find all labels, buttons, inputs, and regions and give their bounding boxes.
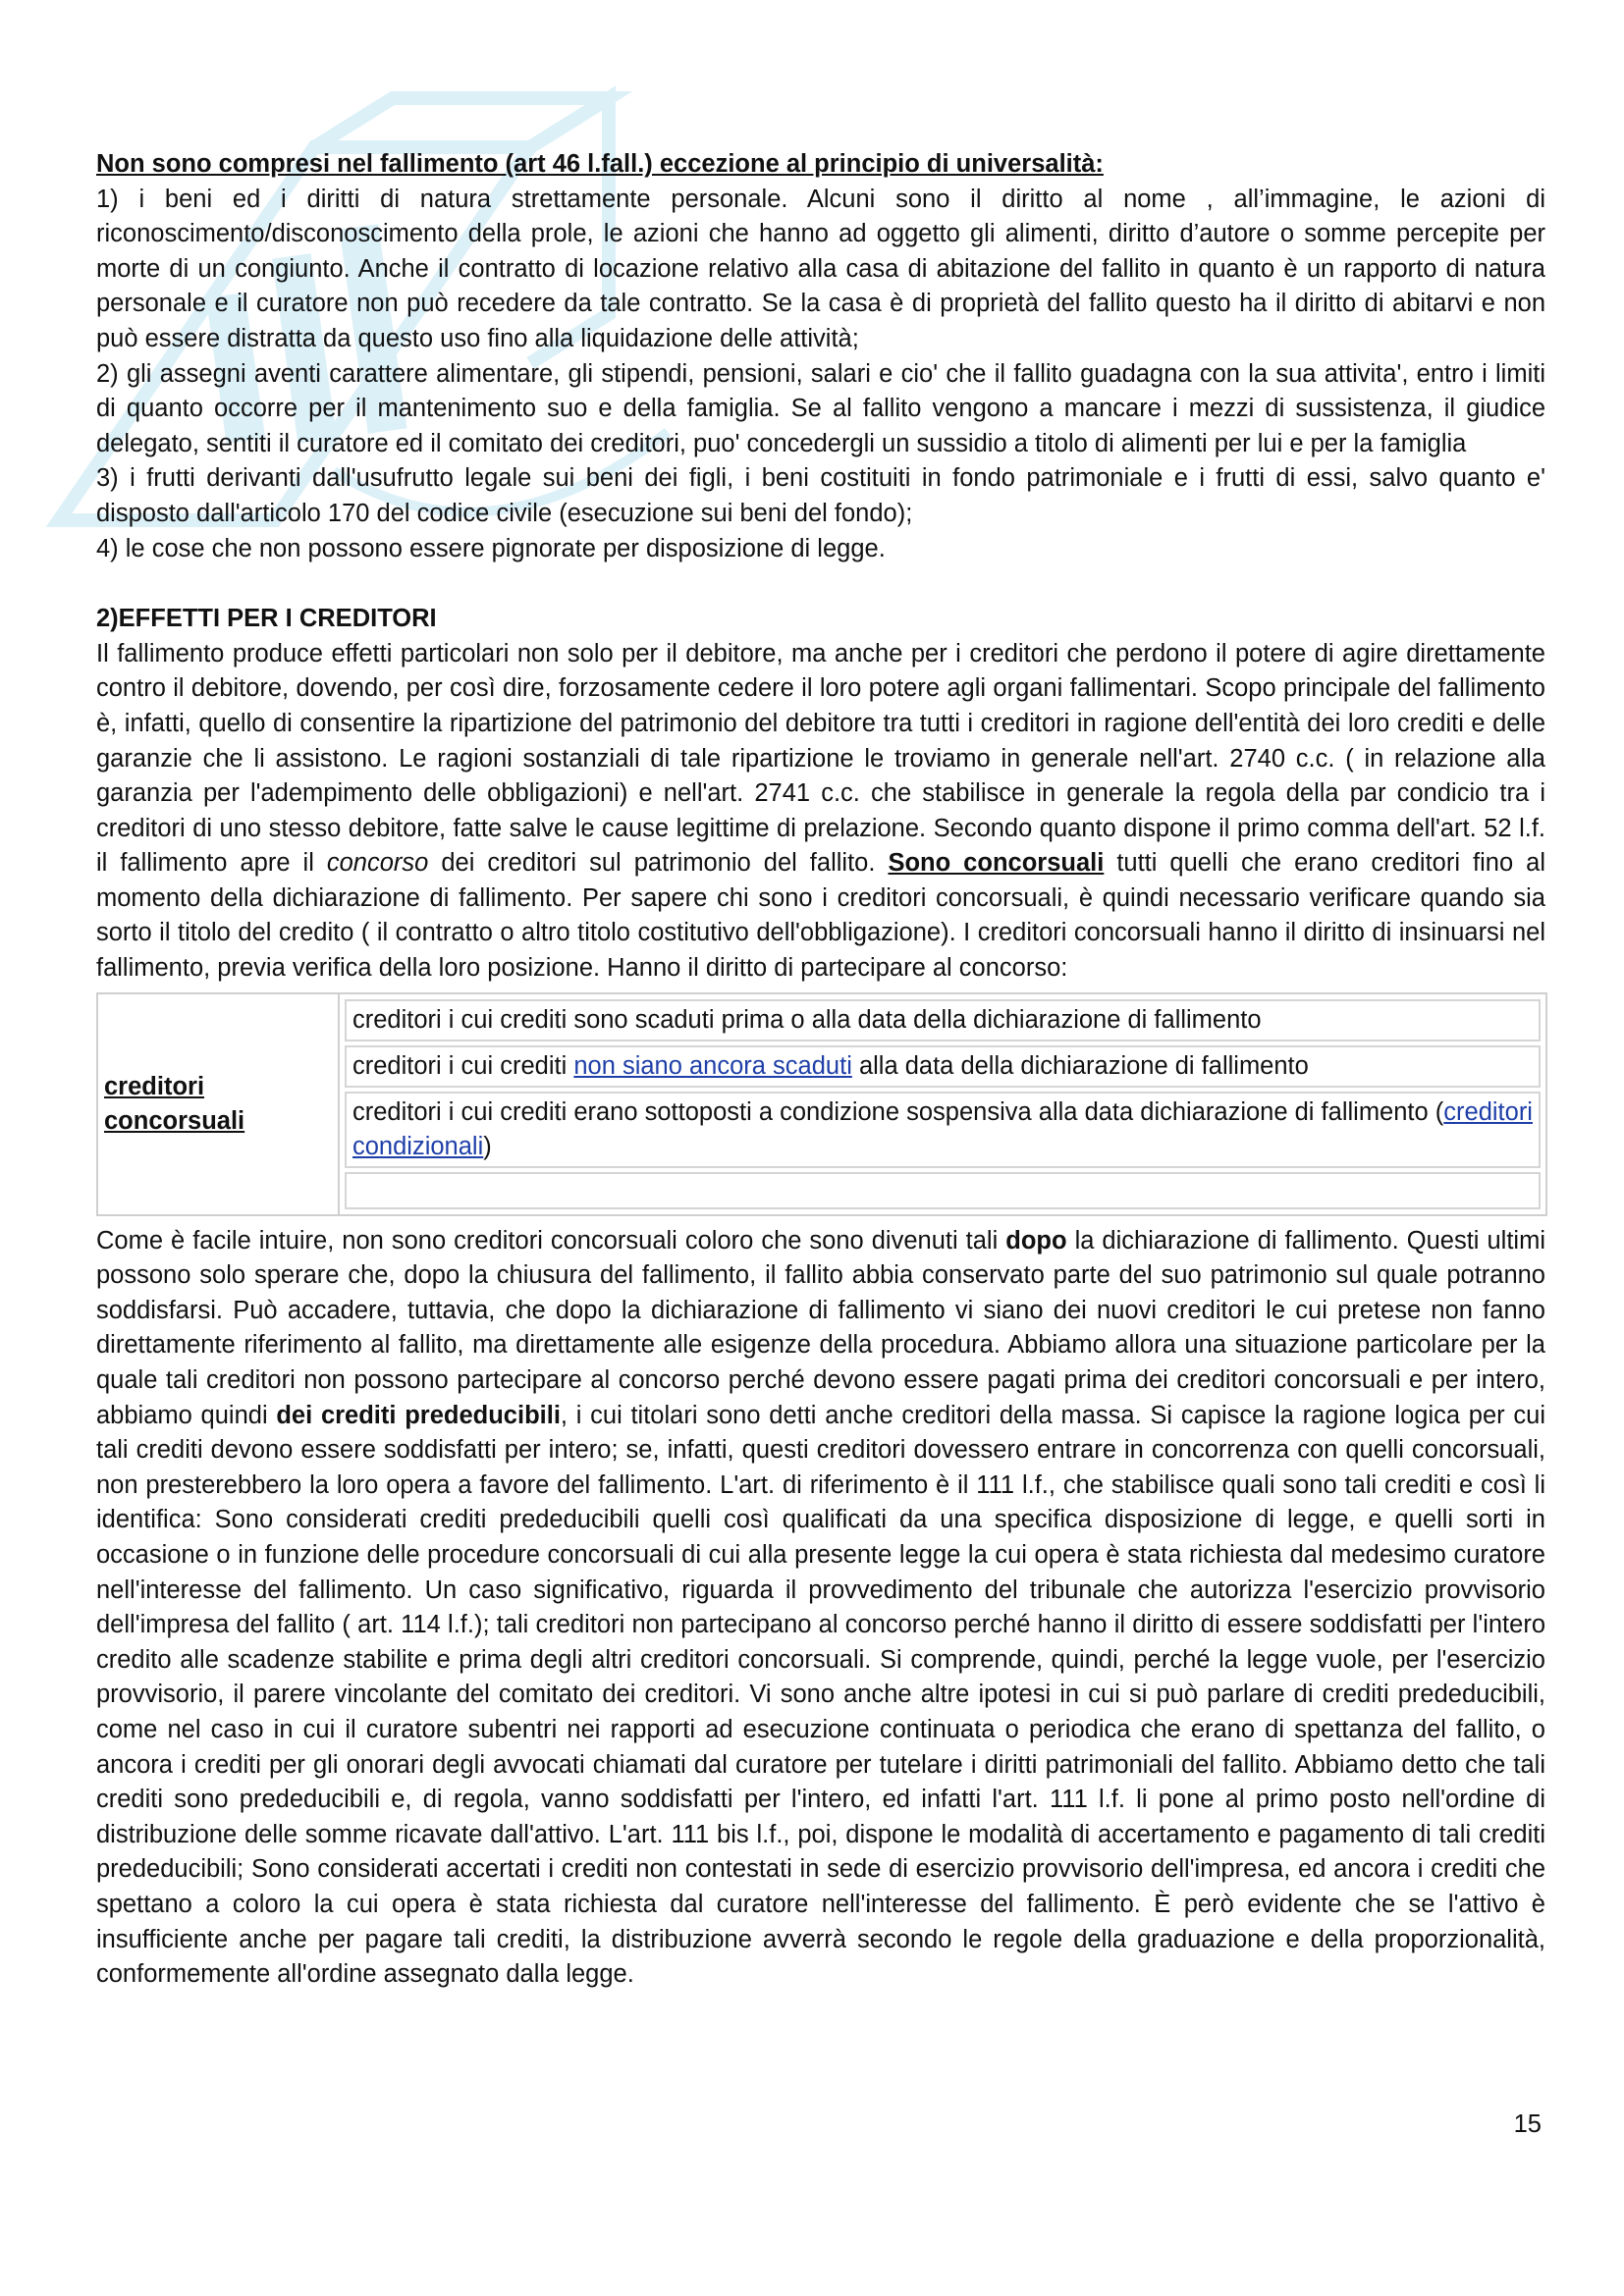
list-item: 3) i frutti derivanti dall'usufrutto legale sui beni dei figli, i beni costituiti in fondo patrimoniale e i frutti di essi, salvo quanto e' disposto dall'articolo 170 del codice civile (esecuzione sui beni del fondo); [96, 464, 1545, 527]
section1-heading: Non sono compresi nel fallimento (art 46 l.fall.) eccezione al principio di universalità: [96, 150, 1104, 178]
creditori-condizionali-link[interactable]: creditori condizionali [352, 1097, 1533, 1160]
list-item: 4) le cose che non possono essere pignorate per disposizione di legge. [96, 534, 886, 562]
dopo-term: dopo [1005, 1226, 1067, 1255]
document-body [96, 147, 1545, 1993]
section3-paragraph: Come è facile intuire, non sono creditori concorsuali coloro che sono divenuti tali dopo la dichiarazione di fallimento. Questi ultimi possono solo sperare che, dopo la chiusura del fallimento, il fallito abbia conservato parte del suo patrimonio sul quale potranno soddisfarsi. Può accadere, tuttavia, che dopo la dichiarazione di fallimento vi siano dei nuovi creditori le cui pretese non fanno direttamente riferimento al fallito, ma direttamente alle esigenze della procedura. Abbiamo allora una situazione particolare per la quale tali creditori non possono partecipare al concorso perché devono essere pagati prima dei creditori concorsuali e per intero, abbiamo quindi dei crediti prededucibili, i cui titolari sono detti anche creditori della massa. Si capisce la ragione logica per cui tali crediti devono essere soddisfatti per intero; se, infatti, questi creditori dovessero entrare in concorrenza con quelli concorsuali, non presterebbero la loro opera a favore del fallimento. L'art. di riferimento è il 111 l.f., che stabilisce quali sono tali crediti e così li identifica: Sono considerati crediti prededucibili quelli così qualificati da una specifica disposizione di legge, e quelli sorti in occasione o in funzione delle procedure concorsuali di cui alla presente legge la cui opera è stata richiesta dal medesimo curatore nell'interesse del fallimento. Un caso significativo, riguarda il provvedimento del tribunale che autorizza l'esercizio provvisorio dell'impresa del fallito ( art. 114 l.f.); tali creditori non partecipano al concorso perché hanno il diritto di essere soddisfatti per l'intero credito alle scadenze stabilite e prima degli altri creditori concorsuali. Si comprende, quindi, perché la legge vuole, per l'esercizio provvisorio, il parere vincolante del comitato dei creditori. Vi sono anche altre ipotesi in cui si può parlare di crediti prededucibili, come nel caso in cui il curatore subentri nei rapporti ad esecuzione continuata o periodica che erano di spettanza del fallito, o ancora i crediti per gli onorari degli avvocati chiamati dal curatore per tutelare i diritti patrimoniali del fallito. Abbiamo detto che tali crediti sono prededucibili e, di regola, vanno soddisfatti per l'intero, ed infatti l'art. 111 l.f. li pone al primo posto nell'ordine di distribuzione delle somme ricavate dall'attivo. L'art. 111 bis l.f., poi, dispone le modalità di accertamento e pagamento di tali crediti prededucibili; Sono considerati accertati i crediti non contestati in sede di esercizio provvisorio dell'impresa, ed ancora i crediti che spettano a coloro la cui opera è stata richiesta dal curatore nell'interesse del fallimento. È però evidente che se l'attivo è insufficiente anche per pagare tali crediti, la distribuzione avverrà secondo le regole della graduazione e della proporzionalità, conformemente all'ordine assegnato dalla legge. [96, 1226, 1545, 1989]
prededucibili-term: dei crediti prededucibili [276, 1401, 561, 1429]
non-scaduti-link[interactable]: non siano ancora scaduti [573, 1051, 852, 1080]
list-item: 2) gli assegni aventi carattere alimentare, gli stipendi, pensioni, salari e cio' che il fallito guadagna con la sua attivita', entro i limiti di quanto occorre per il mantenimento suo e della famiglia. Se al fallito vengono a mancare i mezzi di sussistenza, il giudice delegato, sentiti il curatore ed il comitato dei creditori, puo' concedergli un sussidio a titolo di alimenti per lui e per la famiglia [96, 359, 1545, 457]
creditori-list [341, 995, 1544, 1213]
creditori-concorsuali-table [96, 992, 1547, 1216]
section2-heading: 2)EFFETTI PER I CREDITORI [96, 605, 437, 633]
table-row-empty [345, 1172, 1541, 1209]
table-row: creditori i cui crediti erano sottoposti a condizione sospensiva alla data dichiarazione di fallimento (creditori condizionali) [345, 1092, 1541, 1168]
section2-paragraph: Il fallimento produce effetti particolari non solo per il debitore, ma anche per i creditori che perdono il potere di agire direttamente contro il debitore, dovendo, per così dire, forzosamente cedere il loro potere agli organi fallimentari. Scopo principale del fallimento è, infatti, quello di consentire la ripartizione del patrimonio del debitore tra tutti i creditori in ragione dell'entità dei loro crediti e delle garanzie che li assistono. Le ragioni sostanziali di tale ripartizione le troviamo in generale nell'art. 2740 c.c. ( in relazione alla garanzia per l'adempimento delle obbligazioni) e nell'art. 2741 c.c. che stabilisce in generale la regola della par condicio tra i creditori di uno stesso debitore, fatte salve le cause legittime di prelazione. Secondo quanto dispone il primo comma dell'art. 52 l.f. il fallimento apre il concorso dei creditori sul patrimonio del fallito. Sono concorsuali tutti quelli che erano creditori fino al momento della dichiarazione di fallimento. Per sapere chi sono i creditori concorsuali, è quindi necessario verificare quando sia sorto il titolo del credito ( il contratto o altro titolo costitutivo dell'obbligazione). I creditori concorsuali hanno il diritto di insinuarsi nel fallimento, previa verifica della loro posizione. Hanno il diritto di partecipare al concorso: [96, 639, 1545, 983]
list-item: 1) i beni ed i diritti di natura strettamente personale. Alcuni sono il diritto al nome , all’immagine, le azioni di riconoscimento/disconoscimento della prole, le azioni che hanno ad oggetto gli alimenti, diritto d’autore o somme percepite per morte di un congiunto. Anche il contratto di locazione relativo alla casa di abitazione del fallito in quanto è un rapporto di natura personale e il curatore non può recedere da tale contratto. Se la casa è di proprietà del fallito questo ha il diritto di abitarvi e non può essere distratta da questo uso fino alla liquidazione delle attività; [96, 185, 1545, 352]
sono-concorsuali-term: Sono concorsuali [888, 849, 1105, 878]
concorso-term: concorso [326, 849, 429, 878]
table-row: creditori i cui crediti non siano ancora scaduti alla data della dichiarazione di fallimento [345, 1045, 1541, 1088]
page-number: 15 [1513, 2110, 1542, 2138]
table-row: creditori i cui crediti sono scaduti prima o alla data della dichiarazione di fallimento [345, 999, 1541, 1041]
table-label: creditori concorsuali [98, 994, 340, 1214]
